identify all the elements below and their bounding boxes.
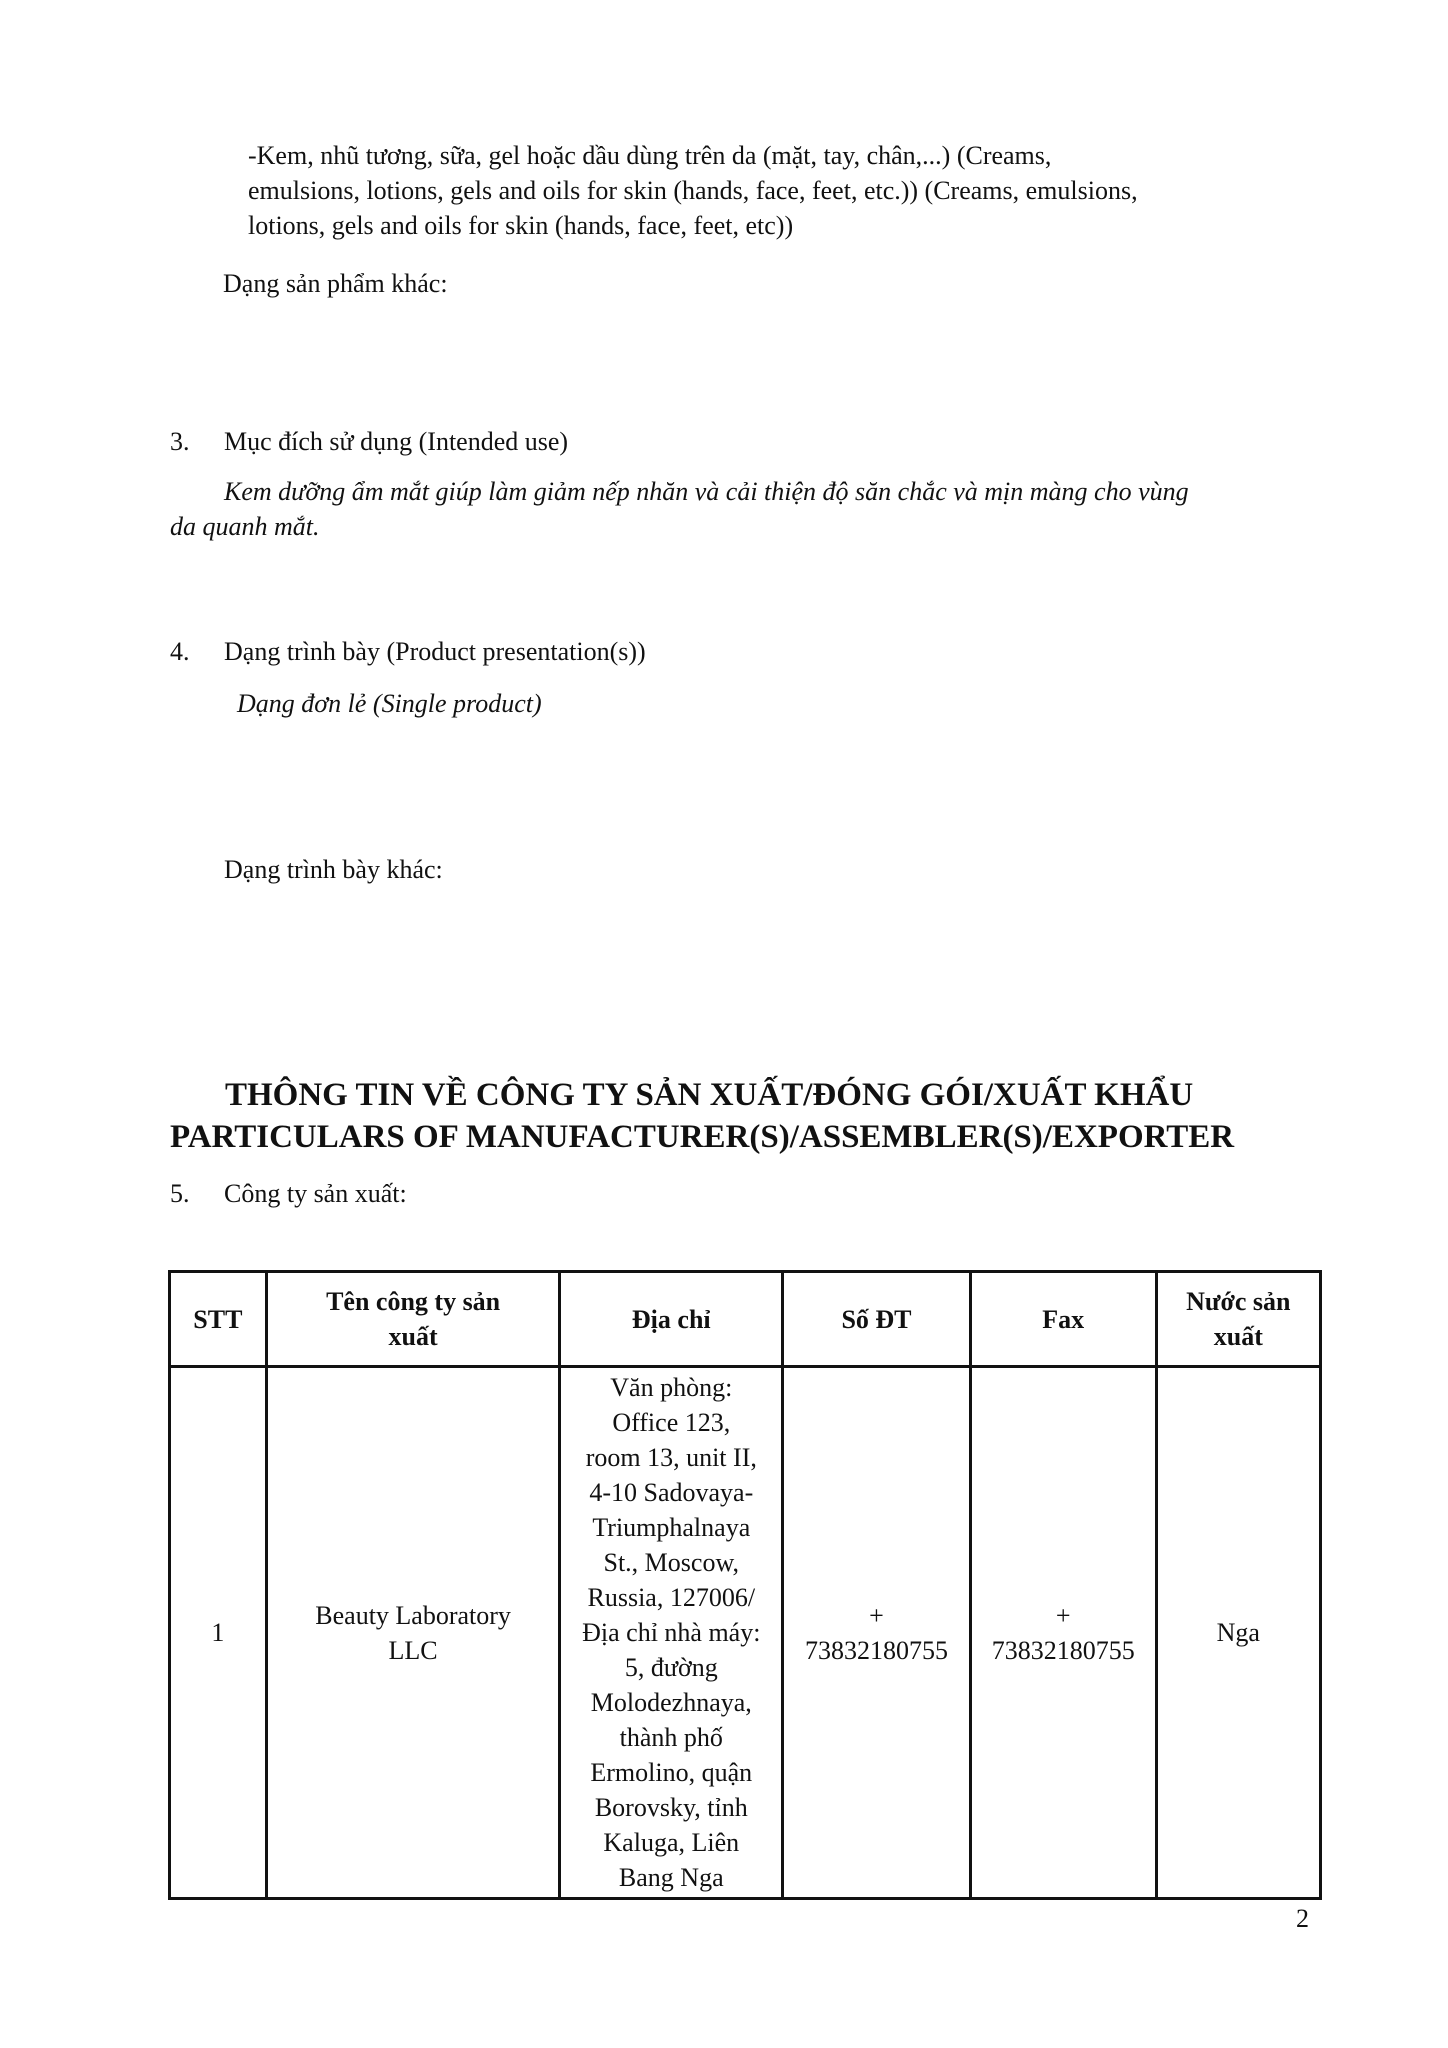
section4-heading [170, 634, 646, 669]
section3-body-line-2: da quanh mắt. [170, 512, 320, 541]
section5-number: 5. [170, 1179, 190, 1208]
section5-heading [170, 1176, 407, 1211]
section3-title: Mục đích sử dụng (Intended use) [224, 427, 569, 456]
manufacturer-heading-vi: THÔNG TIN VỀ CÔNG TY SẢN XUẤT/ĐÓNG GÓI/XUẤT KHẨU [225, 1077, 1194, 1113]
cell-stt: 1 [170, 1367, 267, 1899]
cell-address: Văn phòng: Office 123, room 13, unit II, 4-10 Sadovaya- Triumphalnaya St., Moscow, Russia, 127006/ Địa chỉ nhà máy: 5, đường Molodezhnaya, thành phố Ermolino, quận Borovsky, tỉnh Kaluga, Liên Bang Nga [560, 1367, 783, 1899]
form-line-2: emulsions, lotions, gels and oils for skin (hands, face, feet, etc.)) (Creams, emulsions, [248, 176, 1138, 205]
header-phone: Số ĐT [783, 1272, 971, 1367]
other-presentation-label: Dạng trình bày khác: [224, 855, 443, 884]
section3-body-line-1: Kem dưỡng ẩm mắt giúp làm giảm nếp nhăn và cải thiện độ săn chắc và mịn màng cho vùng [224, 477, 1189, 506]
manufacturer-table [168, 1270, 1322, 1900]
header-stt: STT [170, 1272, 267, 1367]
cell-fax: + 73832180755 [970, 1367, 1156, 1899]
table-header-row [170, 1272, 1321, 1367]
section3-number: 3. [170, 427, 190, 456]
other-form-label: Dạng sản phẩm khác: [223, 269, 448, 298]
header-address: Địa chỉ [560, 1272, 783, 1367]
section3-heading [170, 424, 568, 459]
form-line-3: lotions, gels and oils for skin (hands, face, feet, etc)) [248, 211, 794, 240]
header-country: Nước sản xuất [1156, 1272, 1320, 1367]
form-line-1: -Kem, nhũ tương, sữa, gel hoặc dầu dùng trên da (mặt, tay, chân,...) (Creams, [248, 141, 1052, 170]
header-company-name: Tên công ty sản xuất [266, 1272, 560, 1367]
section5-title: Công ty sản xuất: [224, 1179, 407, 1208]
section4-value: Dạng đơn lẻ (Single product) [237, 689, 542, 718]
section4-number: 4. [170, 637, 190, 666]
cell-phone: + 73832180755 [783, 1367, 971, 1899]
page-number: 2 [1296, 1904, 1309, 1933]
section4-title: Dạng trình bày (Product presentation(s)) [224, 637, 646, 666]
cell-country: Nga [1156, 1367, 1320, 1899]
header-fax: Fax [970, 1272, 1156, 1367]
manufacturer-heading-en: PARTICULARS OF MANUFACTURER(S)/ASSEMBLER(S)/EXPORTER [170, 1119, 1235, 1155]
cell-company-name: Beauty Laboratory LLC [266, 1367, 560, 1899]
table-row [170, 1367, 1321, 1899]
